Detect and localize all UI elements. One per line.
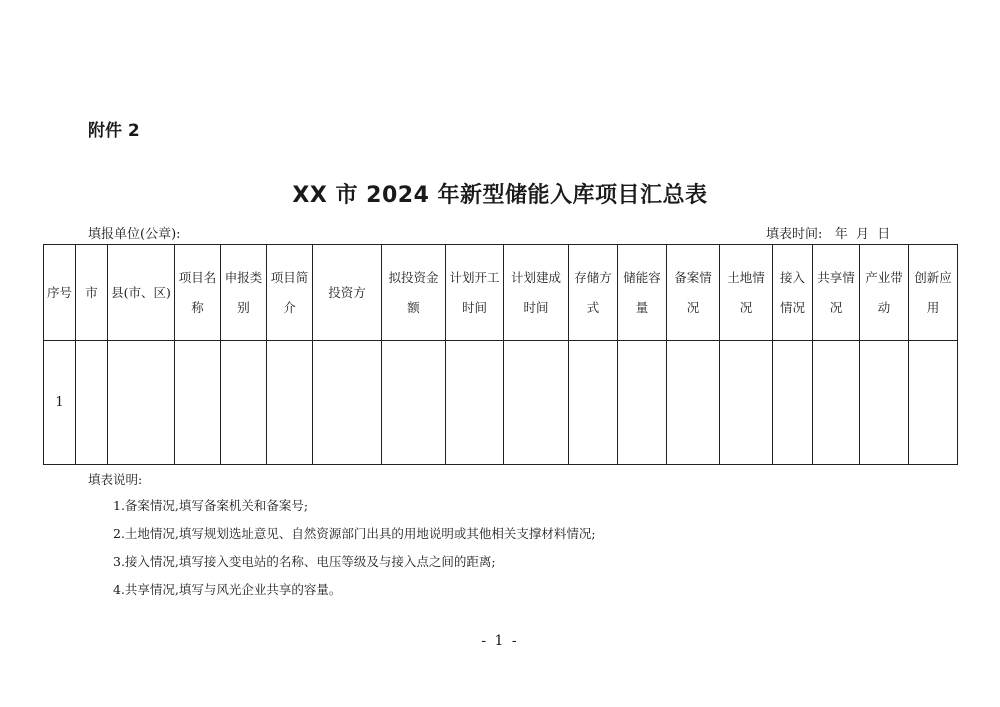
column-header: 土地情况 (720, 245, 773, 341)
summary-table (43, 244, 958, 465)
column-header: 共享情况 (813, 245, 860, 341)
column-header: 县(市、区) (108, 245, 175, 341)
page-number: - 1 - (481, 633, 519, 649)
table-row (44, 341, 958, 465)
column-header: 存储方式 (569, 245, 618, 341)
column-header: 项目简介 (267, 245, 313, 341)
instructions-heading: 填表说明: (88, 472, 143, 487)
table-cell: 1 (44, 341, 76, 465)
table-cell (446, 341, 504, 465)
table-cell (221, 341, 267, 465)
fill-instructions (88, 470, 596, 608)
instruction-item: 2.土地情况,填写规划选址意见、自然资源部门出具的用地说明或其他相关支撑材料情况; (113, 526, 596, 541)
column-header: 接入情况 (773, 245, 813, 341)
table-cell (313, 341, 382, 465)
column-header: 计划建成时间 (504, 245, 569, 341)
column-header: 申报类别 (221, 245, 267, 341)
column-header: 计划开工时间 (446, 245, 504, 341)
instruction-item: 1.备案情况,填写备案机关和备案号; (113, 498, 309, 513)
column-header: 投资方 (313, 245, 382, 341)
column-header: 备案情况 (667, 245, 720, 341)
table-cell (175, 341, 221, 465)
column-header: 项目名称 (175, 245, 221, 341)
table-cell (76, 341, 108, 465)
table-cell (813, 341, 860, 465)
table-cell (382, 341, 446, 465)
table-cell (108, 341, 175, 465)
table-cell (267, 341, 313, 465)
table-cell (618, 341, 667, 465)
instruction-item: 4.共享情况,填写与风光企业共享的容量。 (113, 582, 342, 597)
instruction-item: 3.接入情况,填写接入变电站的名称、电压等级及与接入点之间的距离; (113, 554, 496, 569)
table-cell (860, 341, 909, 465)
table-cell (569, 341, 618, 465)
fill-date-label: 填表时间: 年 月 日 (766, 227, 891, 242)
column-header: 储能容量 (618, 245, 667, 341)
table-cell (720, 341, 773, 465)
attachment-label: 附件 2 (88, 121, 140, 141)
column-header: 序号 (44, 245, 76, 341)
table-cell (773, 341, 813, 465)
column-header: 市 (76, 245, 108, 341)
page-title: XX 市 2024 年新型储能入库项目汇总表 (292, 183, 708, 208)
table-header-row (44, 245, 958, 341)
table-cell (909, 341, 958, 465)
fill-unit-label: 填报单位(公章): (88, 227, 181, 242)
column-header: 产业带动 (860, 245, 909, 341)
column-header: 创新应用 (909, 245, 958, 341)
table-cell (504, 341, 569, 465)
column-header: 拟投资金额 (382, 245, 446, 341)
table-cell (667, 341, 720, 465)
